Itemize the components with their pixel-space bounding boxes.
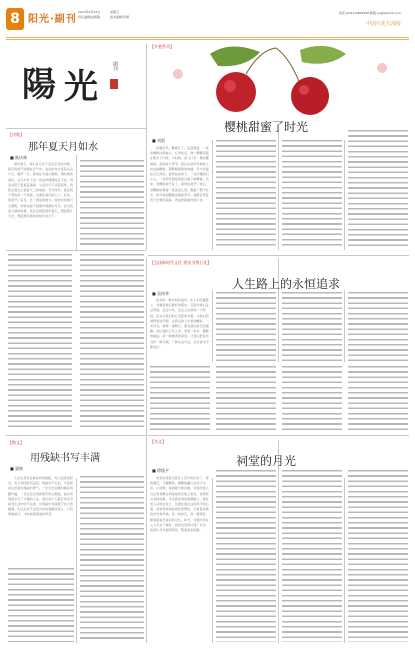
section-divider <box>6 128 146 129</box>
column-rule <box>212 290 213 362</box>
article-title-incomplete: 用残缺书写丰满 <box>30 453 100 464</box>
column-rule <box>344 290 345 362</box>
article-body-continued <box>348 470 408 642</box>
column-rule <box>76 478 77 643</box>
section-divider <box>148 255 409 256</box>
article-tag-nostalgia: 【乡愁系列】 <box>150 44 174 49</box>
article-author: ■ 梁林 <box>10 466 24 471</box>
column-rule <box>212 140 213 250</box>
column-rule <box>278 258 279 362</box>
column-rule <box>76 155 77 250</box>
header-rule <box>6 37 409 38</box>
article-body-continued <box>282 140 342 248</box>
article-body-continued <box>216 470 276 642</box>
leaf-shape <box>210 46 260 66</box>
column-rule <box>212 478 213 643</box>
article-author: ■ 徐俊平 <box>152 468 170 473</box>
article-author: ■ 袁伟华 <box>152 291 170 296</box>
cherry-stem <box>276 48 300 84</box>
blossom-shape <box>377 63 387 73</box>
article-title-pursuit: 人生路上的永恒追求 <box>232 277 341 291</box>
paper-name: 中国石化石油报 <box>365 21 401 27</box>
page-number-badge: 8 <box>6 8 24 30</box>
article-body-continued <box>150 366 408 432</box>
article-body-continued <box>348 130 408 248</box>
proof-line: 美术编辑/李慧 <box>110 15 130 19</box>
column-rule <box>344 140 345 250</box>
cherry-left <box>216 72 256 112</box>
article-body-continued <box>216 140 276 248</box>
blossom-shape <box>173 69 183 79</box>
masthead-char-2: 光 <box>64 67 98 107</box>
article-author: ■ 刘凯 <box>152 138 166 143</box>
section-divider <box>6 250 146 251</box>
issue-weekday: 星期五 <box>110 10 120 14</box>
article-body-continued <box>348 292 408 362</box>
section-divider <box>148 435 409 436</box>
page-header <box>0 0 415 40</box>
article-tag-essay: 【散文】 <box>8 440 24 445</box>
masthead-logo <box>6 45 146 125</box>
article-body-pursuit: 读书是一种永恒的追求。在人生的道路上，书籍是我们最好的朋友。它陪伴我们走过青春，走过中年，走过人生的每一个阶段。读书让我们的心灵更加丰富，让我们的视野更加开阔，让我们的人生更加精彩。一本好书，就像一盏明灯，照亮我们前行的道路。在忙碌的工作之余，拿起一本书，静静地阅读，是一种难得的享受。让我们把读书当作一种习惯，一种生活方式，在书香中不断成长。 <box>150 298 209 349</box>
contact-line: 电话:(0312)4829098 邮箱:yqgh@sina.com <box>338 11 401 15</box>
article-body-cherries: 初夏时节，樱桃红了。走进果园，一串串樱桃挂满枝头，红得发亮，像一颗颗玛瑙在阳光下闪烁。小时候，家门口有一棵老樱桃树，每到这个季节，我们总是早早地爬上树去摘樱桃。那酸酸甜甜的味道，至今仍留在记忆深处。祖母站在树下，一边叮嘱我们小心，一边用竹篮接着我们摘下的樱桃。后来，老樱桃树不在了，祖母也离开了我们，但樱桃的甜蜜一直留在心里，甜蜜了整个时光。如今每到樱桃成熟的季节，我都会带着孩子去果园采摘，把这份甜蜜传递下去。 <box>150 146 209 203</box>
article-tag-poetry: 【诗歌】 <box>8 132 24 137</box>
column-rule <box>146 44 147 250</box>
column-rule <box>146 258 147 643</box>
article-tag-reading: 【弘扬新时代文化 建设书香石化】 <box>150 260 212 265</box>
article-author: ■ 陈庆林 <box>10 155 28 160</box>
article-title-cherries: 樱桃甜蜜了时光 <box>224 120 309 134</box>
editor-line: 责任编辑/赵智聪 <box>78 15 101 19</box>
cherry-highlight <box>224 80 236 92</box>
section-divider <box>6 435 146 436</box>
masthead-side-text: 副刊 <box>112 61 118 71</box>
masthead-seal <box>110 79 118 89</box>
article-body-continued <box>8 254 144 430</box>
section-name: 阳光·副刊 <box>28 14 77 25</box>
article-body-continued <box>8 568 74 642</box>
column-rule <box>344 478 345 643</box>
cherry-picture <box>150 44 408 116</box>
article-tag-column: 【杂文】 <box>150 439 166 444</box>
leaf-shape <box>300 46 346 64</box>
article-body-continued <box>80 160 144 248</box>
article-body-summer-moon: 那年夏天，我们在月光下走过长长的田埂，稻花的香气弥漫在空气中。远处的村庄亮着点点灯火，蛙声一片，像是在为我们唱歌。那时候的我们，总以为日子会一直这样慢慢地走下去。母亲在院子里摇着蒲扇，父亲在灯下读着报纸，我趴在窗台上数着天上的星星。月光如水，洒在院子里的每一个角落，也洒在我们的心上。后来，我离开了家乡，去了很远的地方。城市的夜晚灯火通明，却再也看不到那样清澈的月光。每当夜深人静的时候，我总会想起那年夏天，想起那片月光，想起那些简单而快乐的日子。 <box>8 162 73 219</box>
issue-date: 2023年6月16日 <box>78 10 101 14</box>
article-body-continued <box>282 292 342 362</box>
cherry-right <box>291 77 329 115</box>
article-body-continued <box>216 292 276 362</box>
article-title-ancestral-hall: 祠堂的月光 <box>236 454 297 468</box>
article-body-continued <box>282 470 342 642</box>
article-body-continued <box>80 476 144 642</box>
column-rule <box>278 130 279 250</box>
article-title-summer-moon: 那年夏天月如水 <box>28 142 98 153</box>
cherries-illustration <box>150 44 408 116</box>
column-rule <box>278 440 279 643</box>
cherry-highlight <box>299 85 309 95</box>
article-body-incomplete: 人生总是有各种各样的残缺，有人因此而消沉，有人却因此而奋起。残缺并不可怕，可怕的是失去面对残缺的勇气。一位失去双臂的画家用脚作画，一位双目失明的歌手用心歌唱，他们用残缺书写了丰满的人生。我们每个人都应该学会接受生活中的不完美，在残缺中寻找属于自己的圆满。生活从来不会因为你的残缺而停止，只有勇敢前行，才能看到更美的风景。 <box>8 476 73 517</box>
masthead-char-1: 陽 <box>22 65 56 105</box>
article-body-ancestral-hall: 老家的祠堂已经有上百年的历史了，青砖黛瓦，飞檐翘角，静静地矗立在村子中央。小时候，每到夏天的夜晚，村里的老人们总喜欢聚在祠堂前的空地上乘凉，讲那些古老的故事。月光洒在祠堂的屋檐上，洒在老人们的白发上，也洒在我们这些孩子的心里。祠堂里供奉着祖先的牌位，记录着家族的历史和传承。每一块砖瓦，每一根梁柱，都承载着先辈们的记忆。如今，村里的年轻人大多去了城市，祠堂也变得冷清了许多，但那片月光依然明亮，照着回家的路。 <box>150 476 209 533</box>
header-rule-thin <box>6 39 409 40</box>
